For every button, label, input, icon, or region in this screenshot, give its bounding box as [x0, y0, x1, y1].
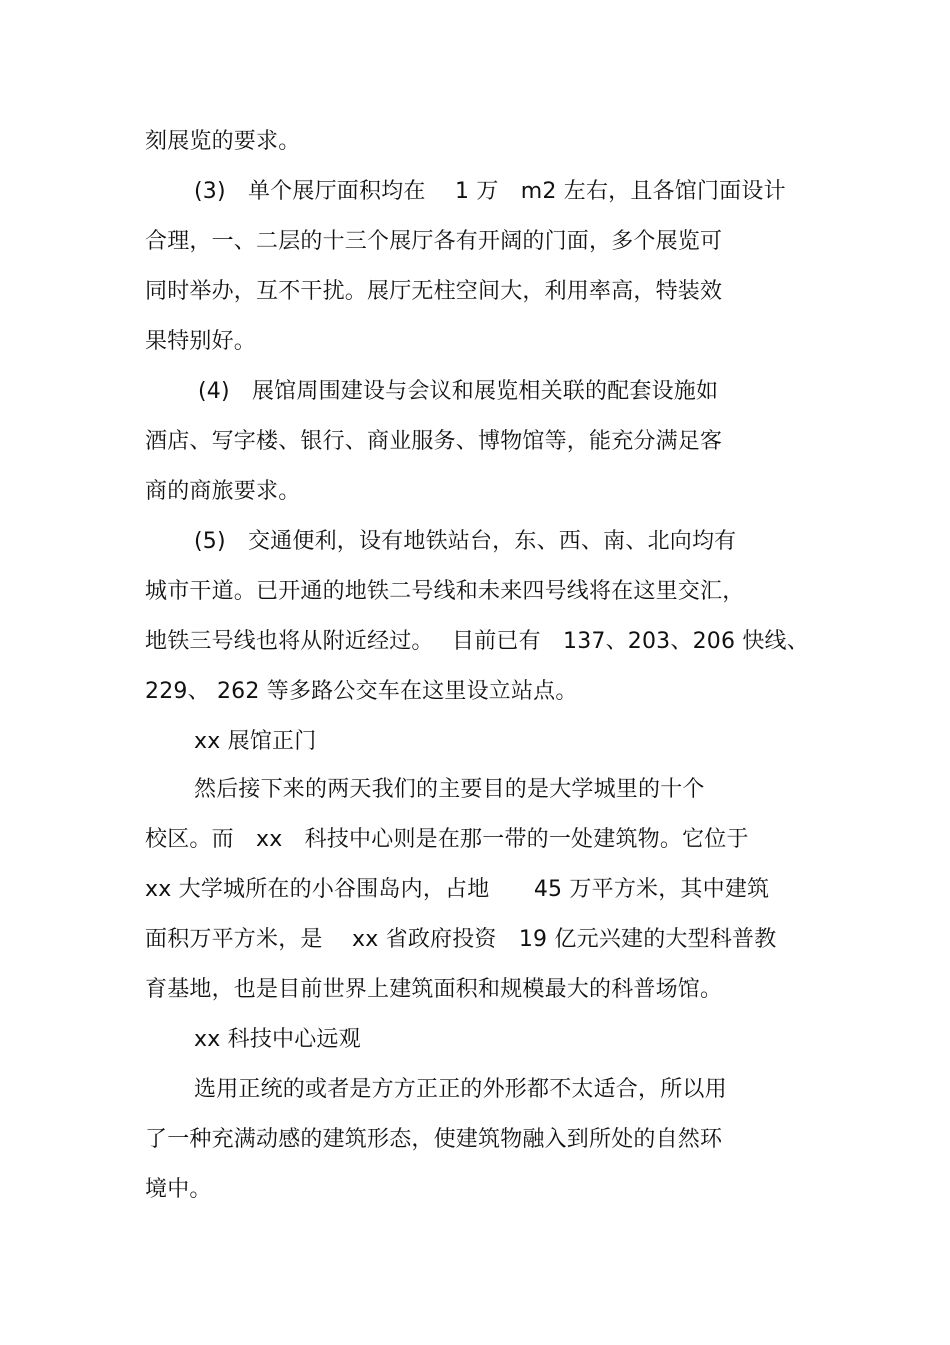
text-line: 229、 262 等多路公交车在这里设立站点。: [145, 679, 578, 704]
text-line: xx 大学城所在的小谷围岛内，占地 45 万平方米，其中建筑: [145, 877, 770, 902]
text-line: 面积万平方米，是 xx 省政府投资 19 亿元兴建的大型科普教: [145, 927, 777, 952]
caption: xx 展馆正门: [194, 729, 317, 754]
text-line: (5) 交通便利，设有地铁站台，东、西、南、北向均有: [194, 529, 737, 554]
text-line: (3) 单个展厅面积均在 1 万 m2 左右，且各馆门面设计: [194, 179, 786, 204]
text-line: 地铁三号线也将从附近经过。 目前已有 137、203、206 快线、: [145, 629, 809, 654]
text-line: 然后接下来的两天我们的主要目的是大学城里的十个: [194, 777, 705, 802]
text-line: 育基地，也是目前世界上建筑面积和规模最大的科普场馆。: [145, 977, 723, 1002]
text-line: 合理，一、二层的十三个展厅各有开阔的门面，多个展览可: [145, 229, 723, 254]
text-line: 商的商旅要求。: [145, 479, 301, 504]
text-line: 刻展览的要求。: [145, 129, 301, 154]
text-line: 了一种充满动感的建筑形态，使建筑物融入到所处的自然环: [145, 1127, 723, 1152]
text-line: 城市干道。已开通的地铁二号线和未来四号线将在这里交汇，: [145, 579, 745, 604]
text-line: 酒店、写字楼、银行、商业服务、博物馆等，能充分满足客: [145, 429, 723, 454]
text-line: 境中。: [145, 1177, 212, 1202]
text-line: (4) 展馆周围建设与会议和展览相关联的配套设施如: [198, 379, 719, 404]
text-line: 果特别好。: [145, 329, 257, 354]
caption: xx 科技中心远观: [194, 1027, 361, 1052]
text-line: 选用正统的或者是方方正正的外形都不太适合，所以用: [194, 1077, 727, 1102]
text-line: 校区。而 xx 科技中心则是在那一带的一处建筑物。它位于: [145, 827, 749, 852]
text-line: 同时举办，互不干扰。展厅无柱空间大，利用率高，特装效: [145, 279, 723, 304]
